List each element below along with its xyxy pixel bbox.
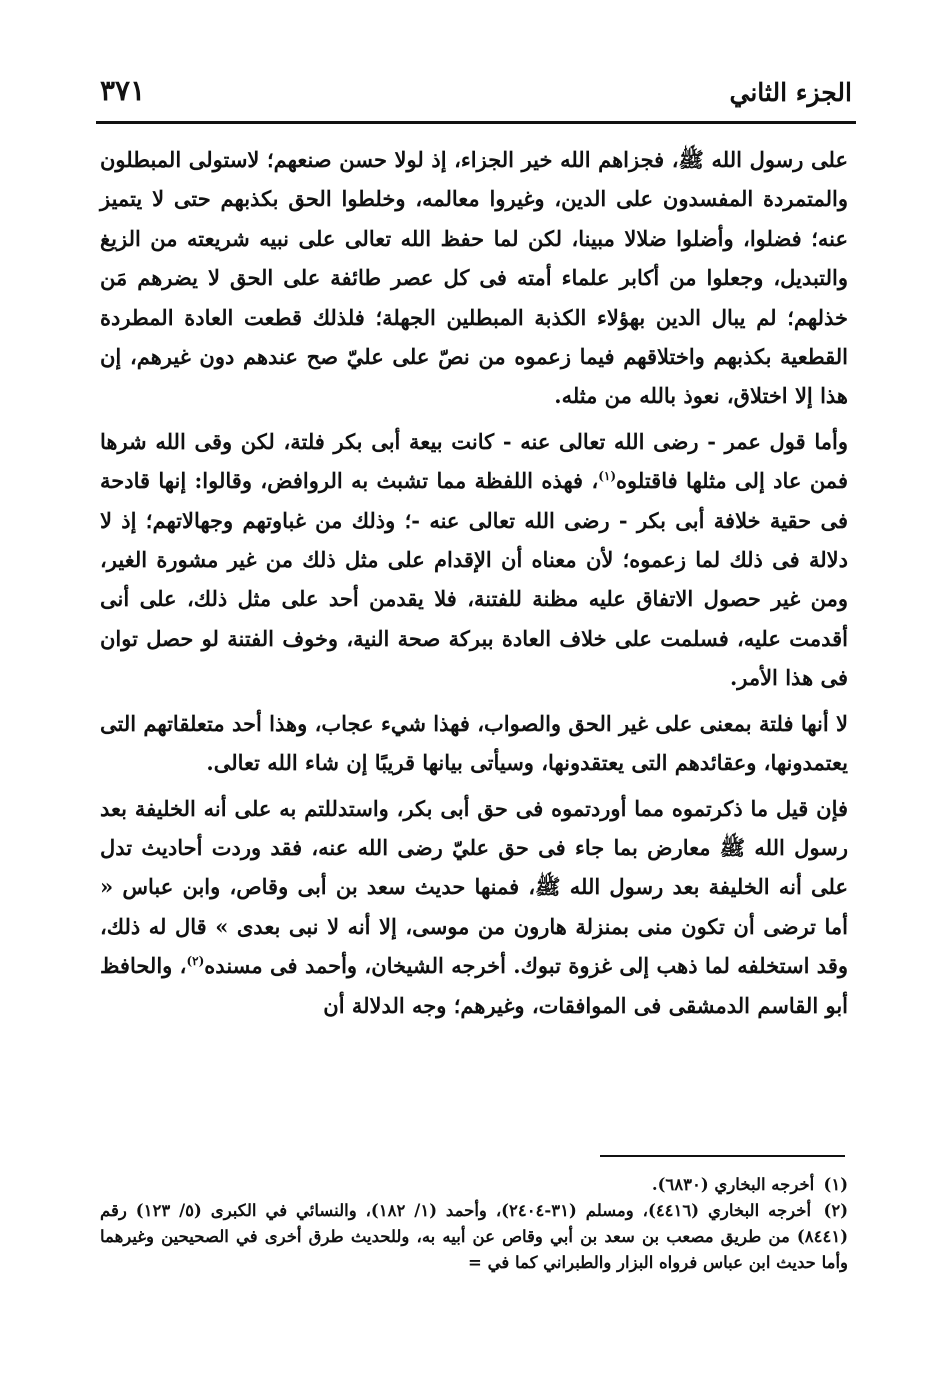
main-text (100, 140, 848, 1025)
footnote (100, 1198, 848, 1276)
page-header (100, 66, 852, 118)
footnote-divider (600, 1155, 845, 1157)
paragraph-text: فإن قيل ما ذكرتموه مما أوردتموه فى حق أبى بكر، واستدللتم به على أنه الخليفة بعد رسول الله ﷺ معارض بما جاء فى حق عليّ رضى الله عنه، فقد وردت أحاديث تدل على أنه الخليفة بعد رسول الله ﷺ، فمنها حديث سعد بن أبى وقاص، وابن عباس « أما ترضى أن تكون منى بمنزلة هارون من موسى، إلا أنه لا نبى بعدى » قال له ذلك، وقد استخلفه لما ذهب إلى غزوة تبوك. أخرجه الشيخان، وأحمد فى مسنده (100, 795, 848, 979)
footnote-number: (١) (823, 1175, 848, 1194)
paragraph: على رسول الله ﷺ، فجزاهم الله خير الجزاء، إذ لولا حسن صنعهم؛ لاستولى المبطلون والمتمردة المفسدون على الدين، وغيروا معالمه، وخلطوا الحق بكذبهم حتى لا يتميز عنه؛ فضلوا، وأضلوا ضلالا مبينا، لكن لما حفظ الله تعالى على نبيه شريعته من الزيغ والتبديل، وجعلوا من أكابر علماء أمته فى كل عصر طائفة على الحق لا يضرهم مَن خذلهم؛ لم يبال الدين بهؤلاء الكذبة المبطلين الجهلة؛ فلذلك قطعت العادة المطردة القطعية بكذبهم واختلاقهم فيما زعموه من نصّ على عليّ صح عندهم دون غيرهم، إن هذا إلا اختلاق، نعوذ بالله من مثله. (100, 147, 848, 409)
footnote (100, 1172, 848, 1198)
running-title: الجزء الثاني (729, 78, 852, 107)
paragraph (100, 422, 848, 698)
paragraph: لا أنها فلتة بمعنى على غير الحق والصواب، فهذا شيء عجاب، وهذا أحد متعلقاتهم التى يعتمدونها، وعقائدهم التى يعتقدونها، وسيأتى بيانها قريبًا إن شاء الله تعالى. (100, 710, 848, 776)
footnotes (100, 1172, 848, 1276)
footnote-number: (٢) (823, 1201, 848, 1220)
paragraph-text: ، والحافظ أبو القاسم الدمشقى فى الموافقات، وغيرهم؛ وجه الدلالة أن (100, 953, 848, 1018)
header-divider (96, 121, 856, 124)
footnote-ref: (٢) (186, 954, 205, 969)
paragraph-text: وأما قول عمر - رضى الله تعالى عنه - كانت بيعة أبى بكر فلتة، لكن وقى الله شرها فمن عاد إلى مثلها فاقتلوه (100, 428, 848, 494)
footnote-text: أخرجه البخاري (٤٤١٦)، ومسلم (٣١-٢٤٠٤)، وأحمد (١/ ١٨٢)، والنسائي في الكبرى (٥/ ١٢٣) رقم (٨٤٤١) من طريق مصعب بن سعد بن أبي وقاص عن أبيه به، وللحديث طرق أخرى في الصحيحين وغيرهما وأما حديث ابن عباس فرواه البزار والطبراني كما في = (100, 1201, 848, 1272)
paragraph-text: ، فهذه اللفظة مما تشبث به الروافض، وقالوا: إنها قادحة فى حقية خلافة أبى بكر - رضى الله تعالى عنه -؛ وذلك من غباوتهم وجهالاتهم؛ إذ لا دلالة فى ذلك لما زعموه؛ لأن معناه أن الإقدام على مثل ذلك من غير مشورة الغير، ومن غير حصول الاتفاق عليه مظنة للفتنة، فلا يقدمن أحد على مثل ذلك، على أنى أقدمت عليه، فسلمت على خلاف العادة ببركة صحة النية، وخوف الفتنة لو حصل توان فى هذا الأمر. (100, 468, 848, 691)
footnote-ref: (١) (598, 469, 617, 484)
page-number: ٣٧١ (100, 74, 146, 107)
footnote-text: أخرجه البخاري (٦٨٣٠). (651, 1175, 815, 1194)
paragraph (100, 789, 848, 1025)
